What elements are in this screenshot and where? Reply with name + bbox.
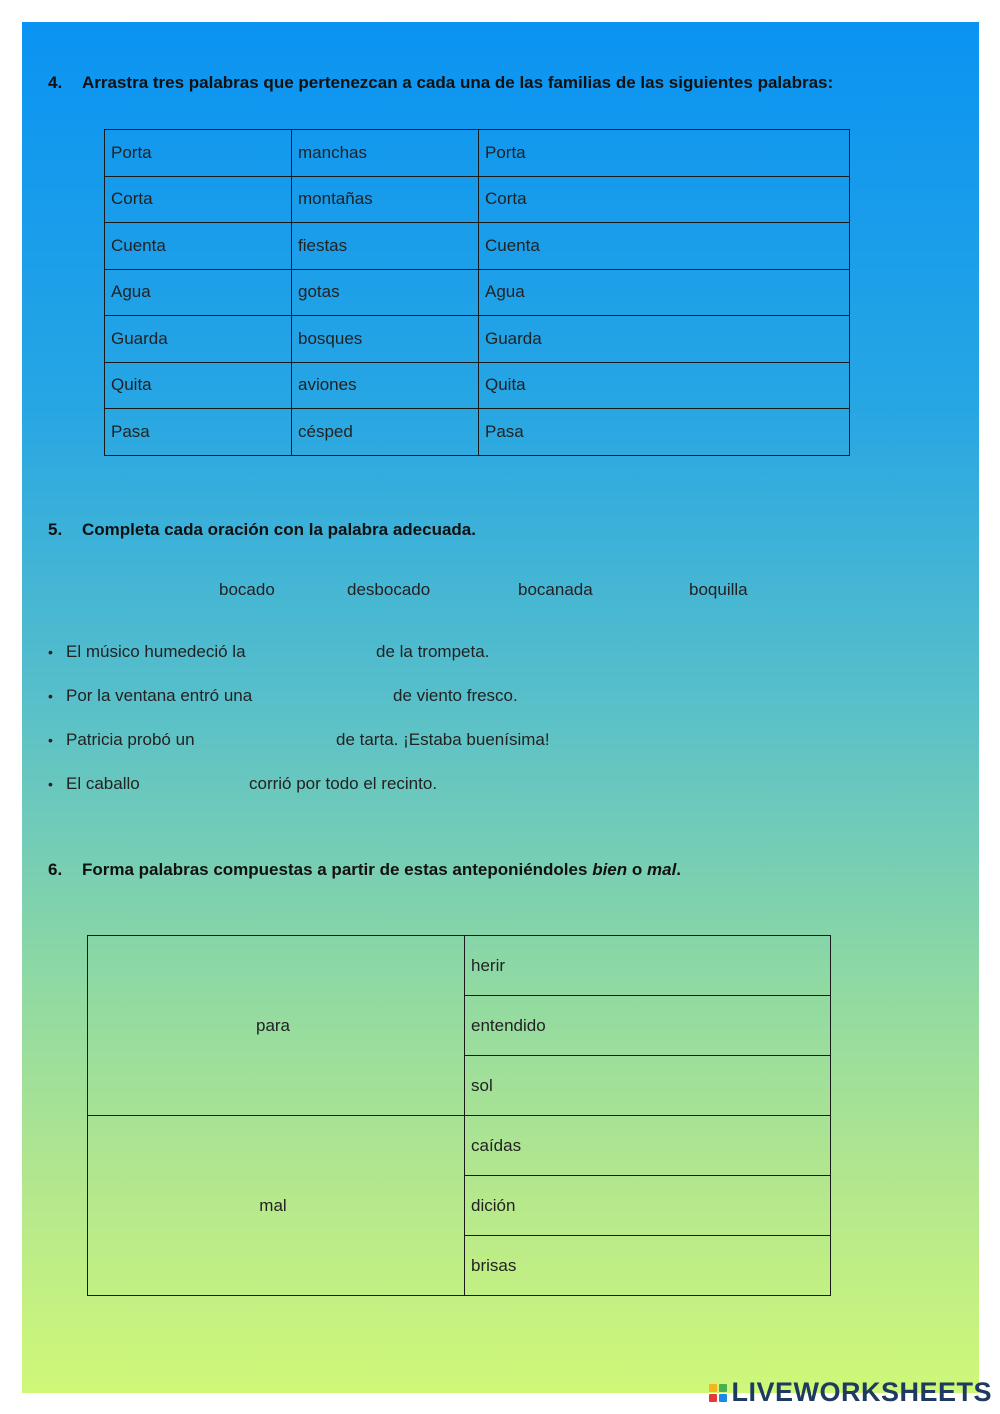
answer-cell[interactable]: Quita xyxy=(479,362,850,409)
family-word-cell: Corta xyxy=(105,176,292,223)
table-row xyxy=(88,936,831,996)
family-word-cell: Cuenta xyxy=(105,223,292,270)
table-row xyxy=(105,176,850,223)
word-bank-item[interactable]: bocado xyxy=(219,580,275,599)
question-5-title xyxy=(48,520,476,540)
question-5-text: Completa cada oración con la palabra adecuada. xyxy=(82,520,476,539)
family-word-cell: Guarda xyxy=(105,316,292,363)
question-6-number: 6. xyxy=(48,860,63,879)
drag-word-cell[interactable]: fiestas xyxy=(292,223,479,270)
table-row xyxy=(88,1116,831,1176)
sentence-after: de tarta. ¡Estaba buenísima! xyxy=(336,730,550,749)
table-row xyxy=(105,223,850,270)
question-6-word-bien: bien xyxy=(592,860,628,879)
word-cell: dición xyxy=(465,1176,831,1236)
question-5-number: 5. xyxy=(48,520,63,539)
drag-word-cell[interactable]: gotas xyxy=(292,269,479,316)
word-bank-item[interactable]: bocanada xyxy=(518,580,593,599)
sentence-before: El caballo xyxy=(66,774,140,793)
question-4-title xyxy=(48,73,833,93)
question-6-text-start: Forma palabras compuestas a partir de estas anteponiéndoles xyxy=(82,860,588,879)
drag-word-cell[interactable]: manchas xyxy=(292,130,479,177)
drag-word-cell[interactable]: césped xyxy=(292,409,479,456)
answer-cell[interactable]: Corta xyxy=(479,176,850,223)
drag-word-cell[interactable]: aviones xyxy=(292,362,479,409)
liveworksheets-logo-icon xyxy=(709,1384,727,1402)
question-6-text-end: . xyxy=(676,860,682,879)
family-word-cell: Pasa xyxy=(105,409,292,456)
family-word-cell: Porta xyxy=(105,130,292,177)
sentence-before: Por la ventana entró una xyxy=(66,686,253,705)
bullet-icon: • xyxy=(48,776,53,792)
table-row xyxy=(105,409,850,456)
question-6-word-mal: mal xyxy=(647,860,677,879)
answer-cell[interactable]: Pasa xyxy=(479,409,850,456)
logo-text: LIVEWORKSHEETS xyxy=(731,1377,992,1407)
liveworksheets-logo xyxy=(709,1377,992,1408)
word-bank-item[interactable]: desbocado xyxy=(347,580,431,599)
word-families-table xyxy=(104,129,850,456)
sentence-after: de viento fresco. xyxy=(393,686,518,705)
prefix-cell[interactable]: mal xyxy=(88,1116,465,1296)
family-word-cell: Quita xyxy=(105,362,292,409)
bullet-icon: • xyxy=(48,688,53,704)
table-row xyxy=(105,269,850,316)
drag-word-cell[interactable]: bosques xyxy=(292,316,479,363)
word-cell: herir xyxy=(465,936,831,996)
question-4-text: Arrastra tres palabras que pertenezcan a cada una de las familias de las siguientes palabras: xyxy=(82,73,834,92)
table-row xyxy=(105,316,850,363)
table-row xyxy=(105,362,850,409)
answer-cell[interactable]: Porta xyxy=(479,130,850,177)
question-4-number: 4. xyxy=(48,73,63,92)
sentence-before: El músico humedeció la xyxy=(66,642,246,661)
word-bank-item[interactable]: boquilla xyxy=(689,580,748,599)
compound-words-table xyxy=(87,935,831,1296)
answer-cell[interactable]: Guarda xyxy=(479,316,850,363)
drag-word-cell[interactable]: montañas xyxy=(292,176,479,223)
bullet-icon: • xyxy=(48,644,53,660)
bullet-icon: • xyxy=(48,732,53,748)
table-row xyxy=(105,130,850,177)
question-6-title xyxy=(48,860,681,880)
sentence-after: corrió por todo el recinto. xyxy=(249,774,438,793)
answer-cell[interactable]: Agua xyxy=(479,269,850,316)
word-cell: brisas xyxy=(465,1236,831,1296)
word-cell: caídas xyxy=(465,1116,831,1176)
sentence-after: de la trompeta. xyxy=(376,642,490,661)
sentence-before: Patricia probó un xyxy=(66,730,195,749)
word-cell: entendido xyxy=(465,996,831,1056)
question-6-connector: o xyxy=(631,860,643,879)
word-cell: sol xyxy=(465,1056,831,1116)
family-word-cell: Agua xyxy=(105,269,292,316)
answer-cell[interactable]: Cuenta xyxy=(479,223,850,270)
prefix-cell[interactable]: para xyxy=(88,936,465,1116)
